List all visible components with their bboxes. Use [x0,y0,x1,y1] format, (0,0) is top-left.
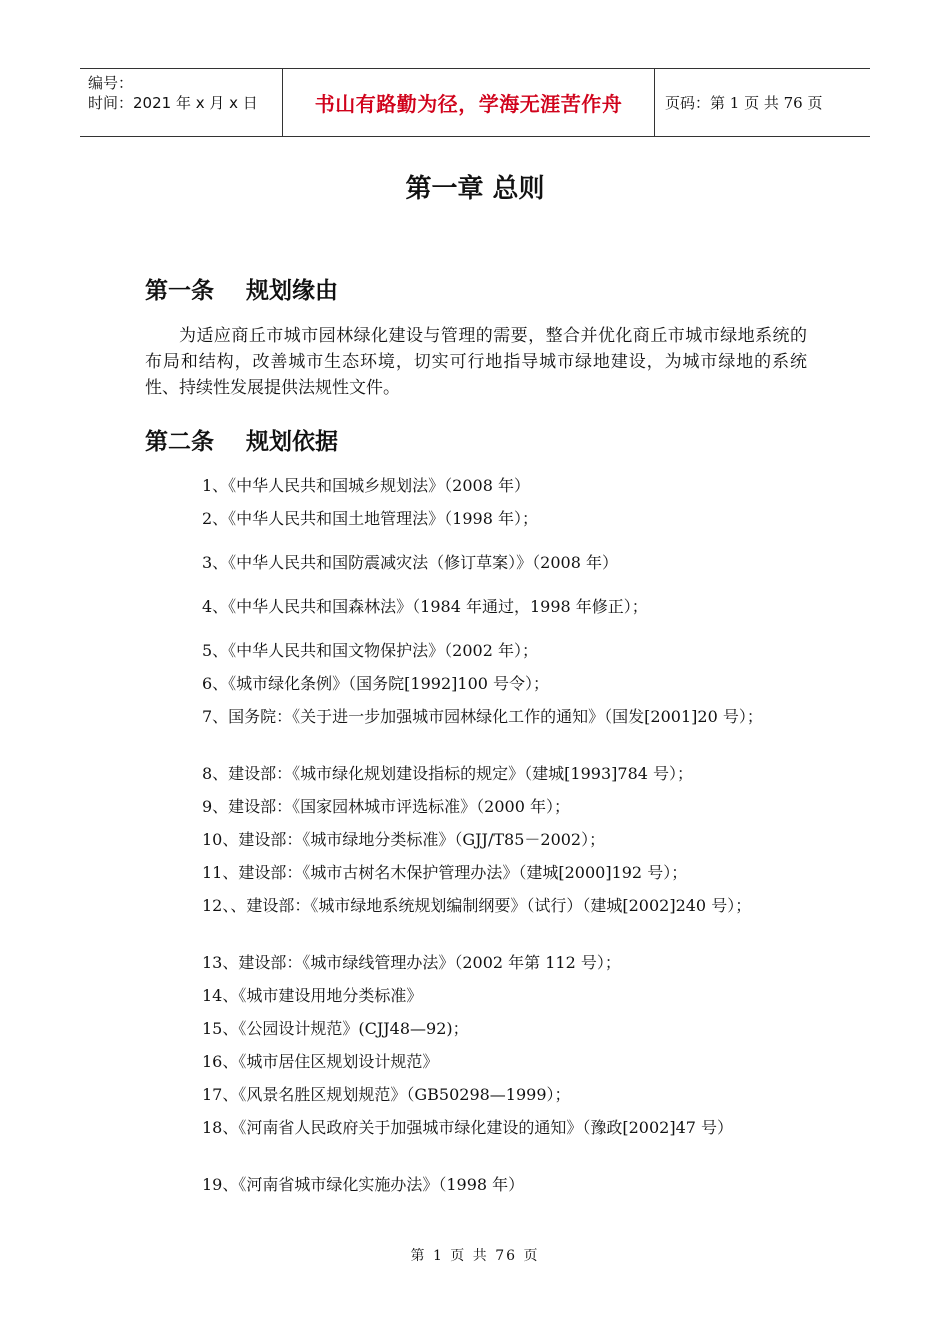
list-item: 18、《河南省人民政府关于加强城市绿化建设的通知》（豫政[2002]47 号） [202,1118,734,1137]
section-heading-1: 第一条 规划缘由 [145,278,339,304]
list-item: 10、建设部：《城市绿地分类标准》（GJJ/T85－2002）； [202,830,606,849]
section-heading-2: 第二条 规划依据 [145,429,339,455]
header-motto: 书山有路勤为径，学海无涯苦作舟 [314,92,623,116]
document-date-label: 时间：2021 年 x 月 x 日 [88,94,258,112]
list-item: 12、、建设部：《城市绿地系统规划编制纲要》（试行）（建城[2002]240 号）； [202,896,752,915]
header-page-info: 页码：第 1 页 共 76 页 [665,94,823,112]
document-number-label: 编号： [88,74,134,92]
section-body-1: 为适应商丘市城市园林绿化建设与管理的需要，整合并优化商丘市城市绿地系统的布局和结构，改善城市生态环境，切实可行地指导城市绿地建设，为城市绿地的系统性、持续性发展提供法规性文件。 [145,326,807,398]
header-meta [80,69,282,136]
list-item: 11、建设部：《城市古树名木保护管理办法》（建城[2000]192 号）； [202,863,688,882]
chapter-title: 第一章 总则 [405,174,545,204]
list-item: 9、建设部：《国家园林城市评选标准》（2000 年）； [202,797,570,816]
list-item: 14、《城市建设用地分类标准》 [202,986,423,1005]
page-footer: 第 1 页 共 76 页 [410,1248,540,1264]
list-item: 1、《中华人民共和国城乡规划法》（2008 年） [202,476,530,495]
list-item: 16、《城市居住区规划设计规范》 [202,1052,439,1071]
list-item: 4、《中华人民共和国森林法》（1984 年通过，1998 年修正）； [202,597,648,616]
list-item: 2、《中华人民共和国土地管理法》（1998 年）； [202,509,538,528]
list-item: 13、建设部：《城市绿线管理办法》（2002 年第 112 号）； [202,953,621,972]
page-header [80,68,870,137]
list-item: 5、《中华人民共和国文物保护法》（2002 年）； [202,641,538,660]
list-item: 19、《河南省城市绿化实施办法》（1998 年） [202,1175,525,1194]
list-item: 6、《城市绿化条例》（国务院[1992]100 号令）； [202,674,550,693]
list-item: 17、《风景名胜区规划规范》（GB50298—1999）； [202,1085,571,1104]
list-item: 8、建设部：《城市绿化规划建设指标的规定》（建城[1993]784 号）； [202,764,694,783]
list-item: 3、《中华人民共和国防震减灾法（修订草案）》（2008 年） [202,553,618,572]
header-motto-cell [282,69,655,136]
list-item: 7、国务院：《关于进一步加强城市园林绿化工作的通知》（国发[2001]20 号）； [202,707,763,726]
list-item: 15、《公园设计规范》(CJJ48—92)； [202,1019,469,1038]
